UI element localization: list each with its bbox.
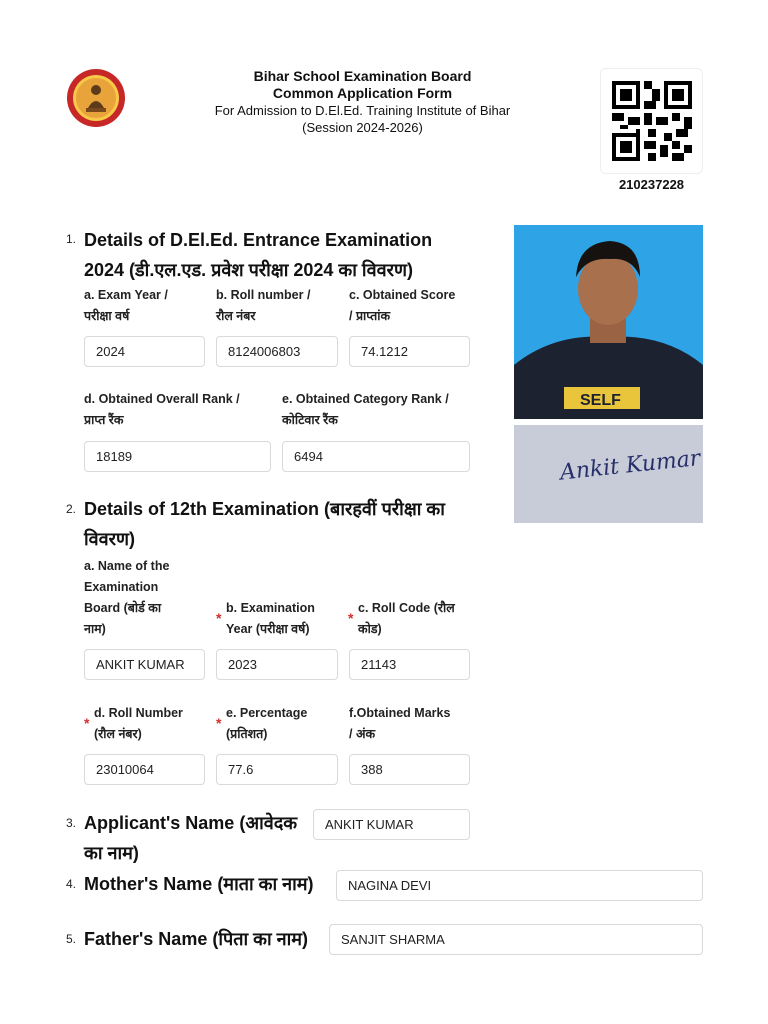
obtained-marks-label xyxy=(349,703,474,745)
board-name-field[interactable]: ANKIT KUMAR xyxy=(84,649,205,680)
section-2-title-line2: विवरण) xyxy=(84,529,136,549)
roll-number-field[interactable]: 8124006803 xyxy=(216,336,338,367)
section-1-title-line1: Details of D.El.Ed. Entrance Examination xyxy=(84,230,433,250)
exam-year-label-hi: परीक्षा वर्ष xyxy=(84,309,130,323)
category-rank-field[interactable]: 6494 xyxy=(282,441,470,472)
section-3-title xyxy=(84,808,314,868)
obtained-marks-label-l1: f.Obtained Marks xyxy=(349,706,451,720)
obtained-score-label-hi: / प्राप्तांक xyxy=(349,309,391,323)
overall-rank-field[interactable]: 18189 xyxy=(84,441,271,472)
overall-rank-label xyxy=(84,389,274,431)
percentage-field[interactable]: 77.6 xyxy=(216,754,338,785)
board-name-label-l3: Board (बोर्ड का xyxy=(84,601,162,615)
overall-rank-label-hi: प्राप्त रैंक xyxy=(84,413,124,427)
signature-text: Ankit Kumar xyxy=(558,445,702,486)
section-1-title xyxy=(84,225,504,285)
board-name: Bihar School Examination Board xyxy=(253,68,472,84)
obtained-marks-label-l2: / अंक xyxy=(349,727,376,741)
required-marker: * xyxy=(84,715,90,731)
exam-year-12-label-l1: b. Examination xyxy=(226,601,315,615)
obtained-marks-field[interactable]: 388 xyxy=(349,754,470,785)
section-1-title-line2: 2024 (डी.एल.एड. प्रवेश परीक्षा 2024 का विवरण) xyxy=(84,260,413,280)
bseb-logo xyxy=(66,68,126,128)
section-3-title-line1: Applicant's Name (आवेदक xyxy=(84,813,298,833)
category-rank-label-hi: कोटिवार रैंक xyxy=(282,413,338,427)
section-4-number: 4. xyxy=(66,877,77,891)
section-5-number: 5. xyxy=(66,932,77,946)
roll-number-12-label xyxy=(94,703,209,745)
percentage-label xyxy=(226,703,341,745)
section-3-title-line2: का नाम) xyxy=(84,843,139,863)
overall-rank-label-en: d. Obtained Overall Rank / xyxy=(84,392,240,406)
roll-number-12-label-l1: d. Roll Number xyxy=(94,706,183,720)
exam-year-label xyxy=(84,285,209,327)
roll-code-field[interactable]: 21143 xyxy=(349,649,470,680)
section-2-title xyxy=(84,494,504,554)
form-name: Common Application Form xyxy=(272,85,453,101)
roll-number-label-en: b. Roll number / xyxy=(216,288,311,302)
qr-number: 210237228 xyxy=(618,177,685,192)
section-2-title-line1: Details of 12th Examination (बारहवीं परीक्षा का xyxy=(84,499,445,519)
obtained-score-field[interactable]: 74.1212 xyxy=(349,336,470,367)
obtained-score-label-en: c. Obtained Score xyxy=(349,288,456,302)
exam-year-field[interactable]: 2024 xyxy=(84,336,205,367)
section-2-number: 2. xyxy=(66,502,77,516)
board-name-label-l1: a. Name of the xyxy=(84,559,170,573)
applicant-photo xyxy=(514,225,703,419)
session-text: (Session 2024-2026) xyxy=(302,120,423,135)
required-marker: * xyxy=(216,610,222,626)
father-name-label: Father's Name (पिता का नाम) xyxy=(84,929,309,949)
exam-year-12-label-l2: Year (परीक्षा वर्ष) xyxy=(226,622,310,636)
roll-number-12-field[interactable]: 23010064 xyxy=(84,754,205,785)
mother-name-field[interactable]: NAGINA DEVI xyxy=(336,870,703,901)
board-name-label-l2: Examination xyxy=(84,580,159,594)
percentage-label-l1: e. Percentage xyxy=(226,706,308,720)
exam-year-label-en: a. Exam Year / xyxy=(84,288,168,302)
admission-text: For Admission to D.El.Ed. Training Institute of Bihar xyxy=(214,103,511,118)
section-3-number: 3. xyxy=(66,816,77,830)
roll-code-label-l2: कोड) xyxy=(358,622,382,636)
roll-number-label-hi: रौल नंबर xyxy=(216,309,256,323)
required-marker: * xyxy=(216,715,222,731)
roll-number-12-label-l2: (रौल नंबर) xyxy=(94,727,142,741)
applicant-signature xyxy=(514,425,703,523)
category-rank-label-en: e. Obtained Category Rank / xyxy=(282,392,449,406)
board-name-label-l4: नाम) xyxy=(84,622,106,636)
obtained-score-label xyxy=(349,285,474,327)
qr-code xyxy=(600,68,703,174)
exam-year-12-field[interactable]: 2023 xyxy=(216,649,338,680)
mother-name-label: Mother's Name (माता का नाम) xyxy=(84,874,314,894)
header-block xyxy=(190,68,535,136)
roll-number-label xyxy=(216,285,341,327)
percentage-label-l2: (प्रतिशत) xyxy=(226,727,268,741)
father-name-field[interactable]: SANJIT SHARMA xyxy=(329,924,703,955)
board-name-label xyxy=(84,556,209,640)
exam-year-12-label xyxy=(226,598,346,640)
category-rank-label xyxy=(282,389,482,431)
roll-code-label xyxy=(358,598,478,640)
applicant-name-field[interactable]: ANKIT KUMAR xyxy=(313,809,470,840)
required-marker: * xyxy=(348,610,354,626)
roll-code-label-l1: c. Roll Code (रौल xyxy=(358,601,455,615)
section-1-number: 1. xyxy=(66,232,77,246)
shirt-text: SELF xyxy=(580,392,621,409)
